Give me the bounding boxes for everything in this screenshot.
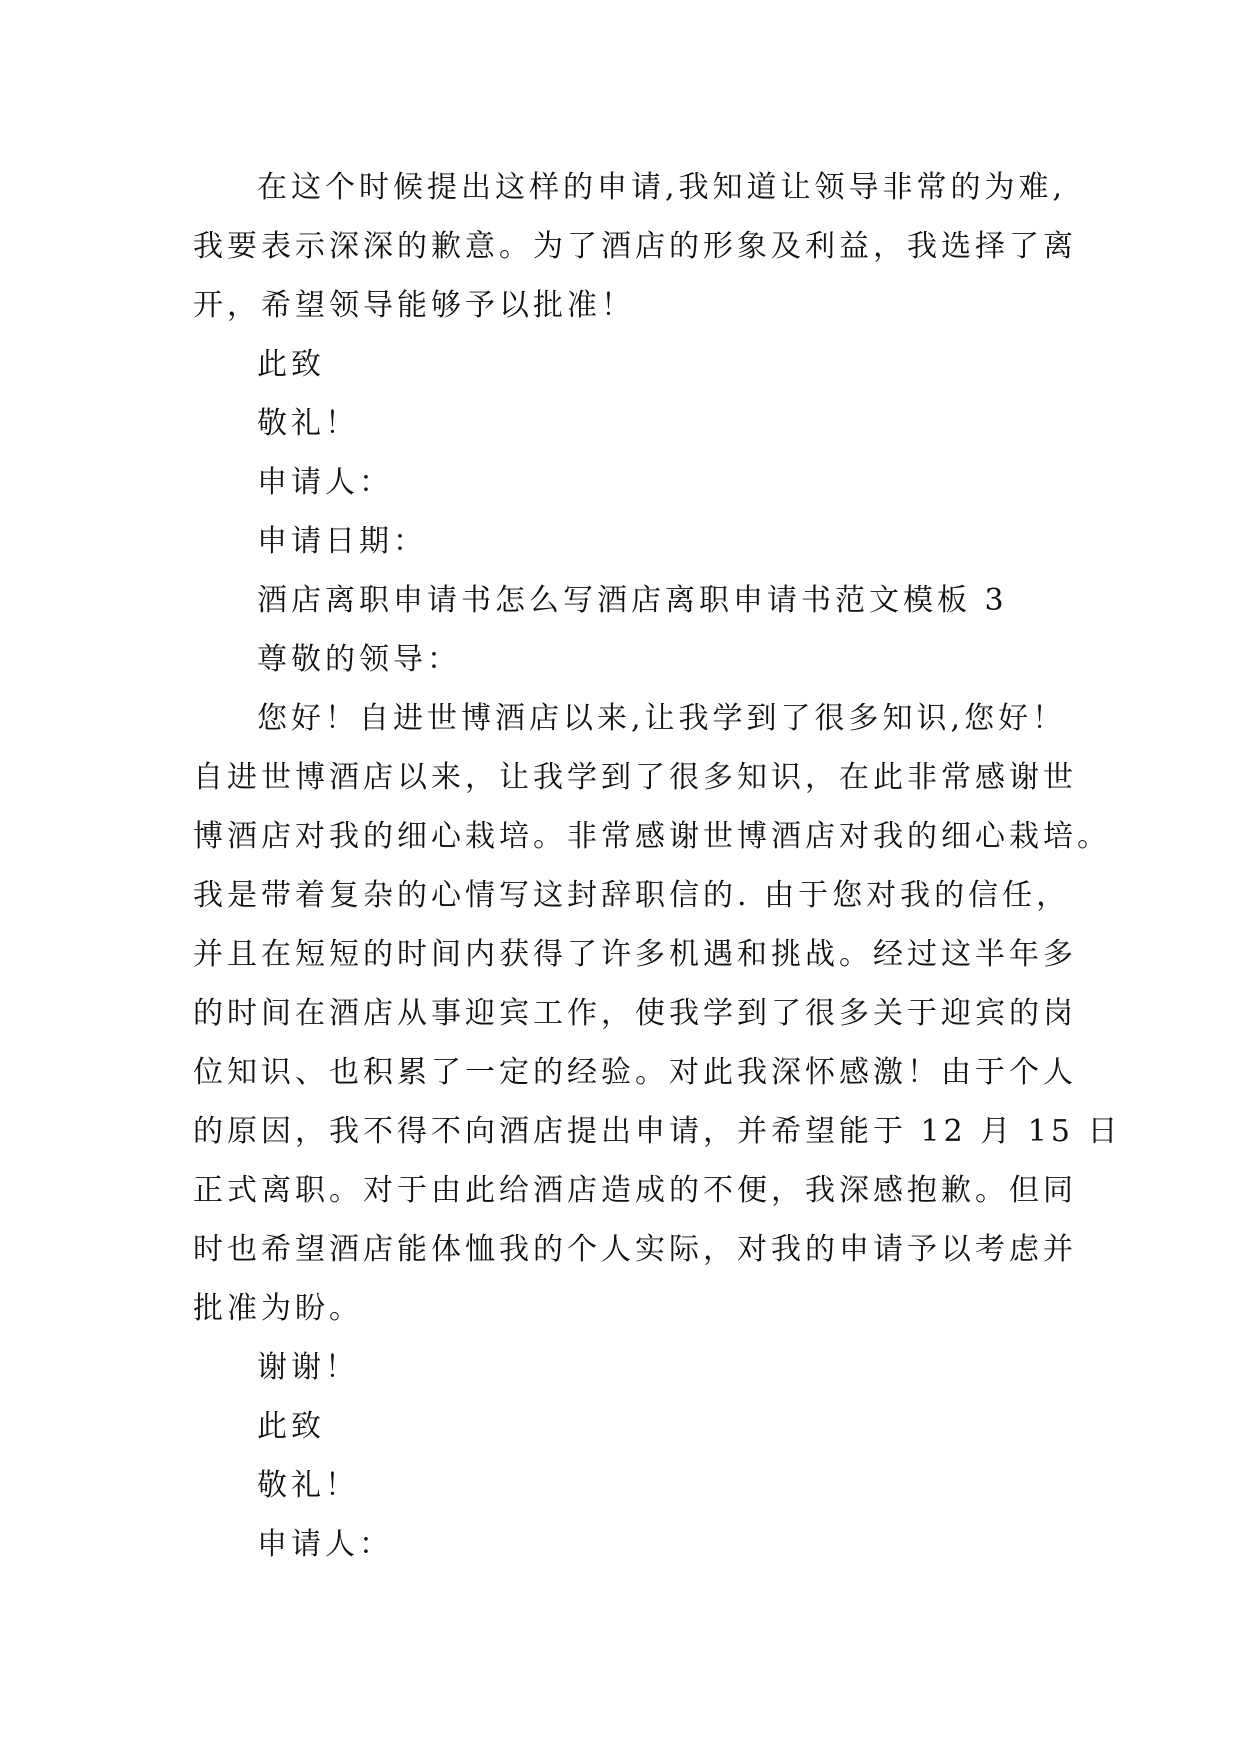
greeting: 尊敬的领导： (257, 642, 461, 677)
text-line: 并且在短短的时间内获得了许多机遇和挑战。经过这半年多 (193, 937, 1077, 972)
text-line: 我要表示深深的歉意。为了酒店的形象及利益，我选择了离 (193, 229, 1077, 264)
text-line: 的原因，我不得不向酒店提出申请，并希望能于 12 月 15 日 (193, 1114, 1122, 1149)
text-line: 开，希望领导能够予以批准！ (193, 288, 635, 323)
date-label: 申请日期： (257, 524, 427, 559)
thanks-line: 谢谢！ (257, 1350, 359, 1385)
text-line: 位知识、也积累了一定的经验。对此我深怀感激！由于个人 (193, 1055, 1077, 1090)
text-line: 时也希望酒店能体恤我的个人实际，对我的申请予以考虑并 (193, 1232, 1077, 1267)
closing-salutation: 此致 (257, 347, 325, 382)
text-line: 的时间在酒店从事迎宾工作，使我学到了很多关于迎宾的岗 (193, 996, 1077, 1031)
text-line: 博酒店对我的细心栽培。非常感谢世博酒店对我的细心栽培。 (193, 819, 1111, 854)
section-title: 酒店离职申请书怎么写酒店离职申请书范文模板 3 (257, 583, 1008, 618)
letter-body (193, 158, 1122, 1574)
text-line: 自进世博酒店以来，让我学到了很多知识，在此非常感谢世 (193, 760, 1077, 795)
applicant-label: 申请人： (257, 1527, 393, 1562)
text-line: 您好！自进世博酒店以来,让我学到了很多知识,您好！ (257, 701, 1067, 736)
text-line: 我是带着复杂的心情写这封辞职信的. 由于您对我的信任， (193, 878, 1071, 913)
closing-regards: 敬礼！ (257, 406, 359, 441)
text-line: 在这个时候提出这样的申请,我知道让领导非常的为难, (257, 170, 1067, 205)
applicant-label: 申请人： (257, 465, 393, 500)
closing-regards: 敬礼！ (257, 1468, 359, 1503)
text-line: 批准为盼。 (193, 1291, 363, 1326)
text-line: 正式离职。对于由此给酒店造成的不便，我深感抱歉。但同 (193, 1173, 1077, 1208)
closing-salutation: 此致 (257, 1409, 325, 1444)
